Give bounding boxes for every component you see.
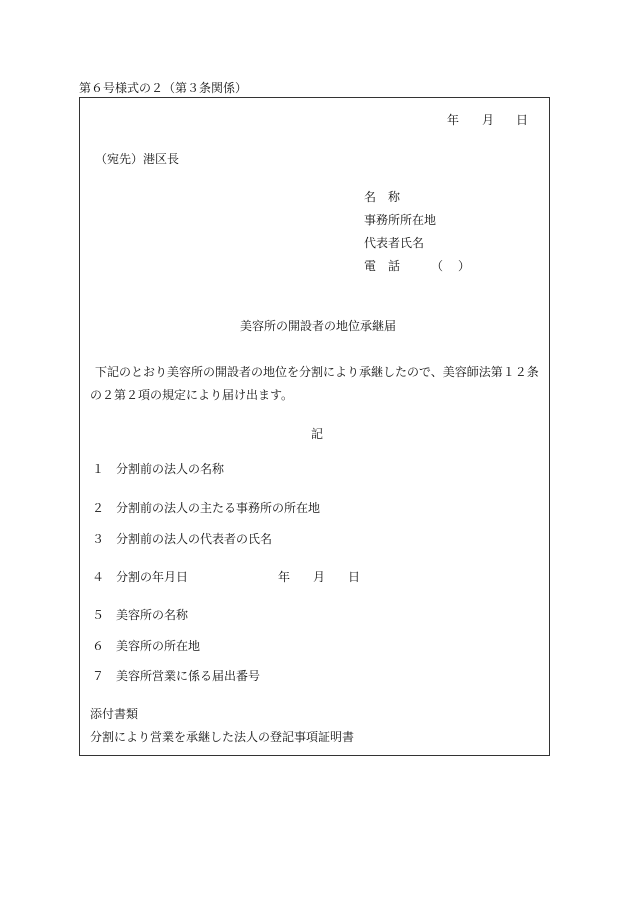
phone-area-code-close: ） xyxy=(458,259,471,273)
applicant-phone-label: 電 話 xyxy=(364,259,401,273)
date-day-label: 日 xyxy=(516,113,529,127)
form-number-label: 第６号様式の２（第３条関係） xyxy=(79,81,248,95)
split-date-year-label: 年 xyxy=(278,570,291,584)
split-date-day-label: 日 xyxy=(348,570,361,584)
item-number: ６ xyxy=(92,639,105,653)
item-number: ４ xyxy=(92,570,105,584)
document-title: 美容所の開設者の地位承継届 xyxy=(240,319,397,333)
addressee: （宛先）港区長 xyxy=(95,152,180,166)
applicant-name-label: 名 称 xyxy=(364,190,401,204)
item-number: ２ xyxy=(92,501,105,515)
item-number: ５ xyxy=(92,608,105,622)
item-label: 分割前の法人の代表者の氏名 xyxy=(116,532,273,546)
item-label: 美容所営業に係る届出番号 xyxy=(116,669,261,683)
applicant-office-label: 事務所所在地 xyxy=(364,213,437,227)
item-label: 美容所の所在地 xyxy=(116,639,201,653)
item-label: 分割の年月日 xyxy=(116,570,189,584)
body-text-line-1: 下記のとおり美容所の開設者の地位を分割により承継したので、美容師法第１２条 xyxy=(95,365,539,379)
split-date-month-label: 月 xyxy=(313,570,326,584)
date-year-label: 年 xyxy=(447,113,460,127)
item-label: 分割前の法人の名称 xyxy=(116,462,225,476)
attachments-heading: 添付書類 xyxy=(90,707,139,721)
applicant-representative-label: 代表者氏名 xyxy=(364,236,425,250)
attachment-item: 分割により営業を承継した法人の登記事項証明書 xyxy=(90,730,355,744)
item-number: ７ xyxy=(92,669,105,683)
date-month-label: 月 xyxy=(482,113,495,127)
phone-area-code-open: （ xyxy=(431,259,444,273)
item-label: 美容所の名称 xyxy=(116,608,189,622)
body-text-line-2: の２第２項の規定により届け出ます。 xyxy=(90,388,294,402)
item-number: ３ xyxy=(92,532,105,546)
item-number: １ xyxy=(92,462,105,476)
item-label: 分割前の法人の主たる事務所の所在地 xyxy=(116,501,321,515)
ki-heading: 記 xyxy=(311,427,324,441)
